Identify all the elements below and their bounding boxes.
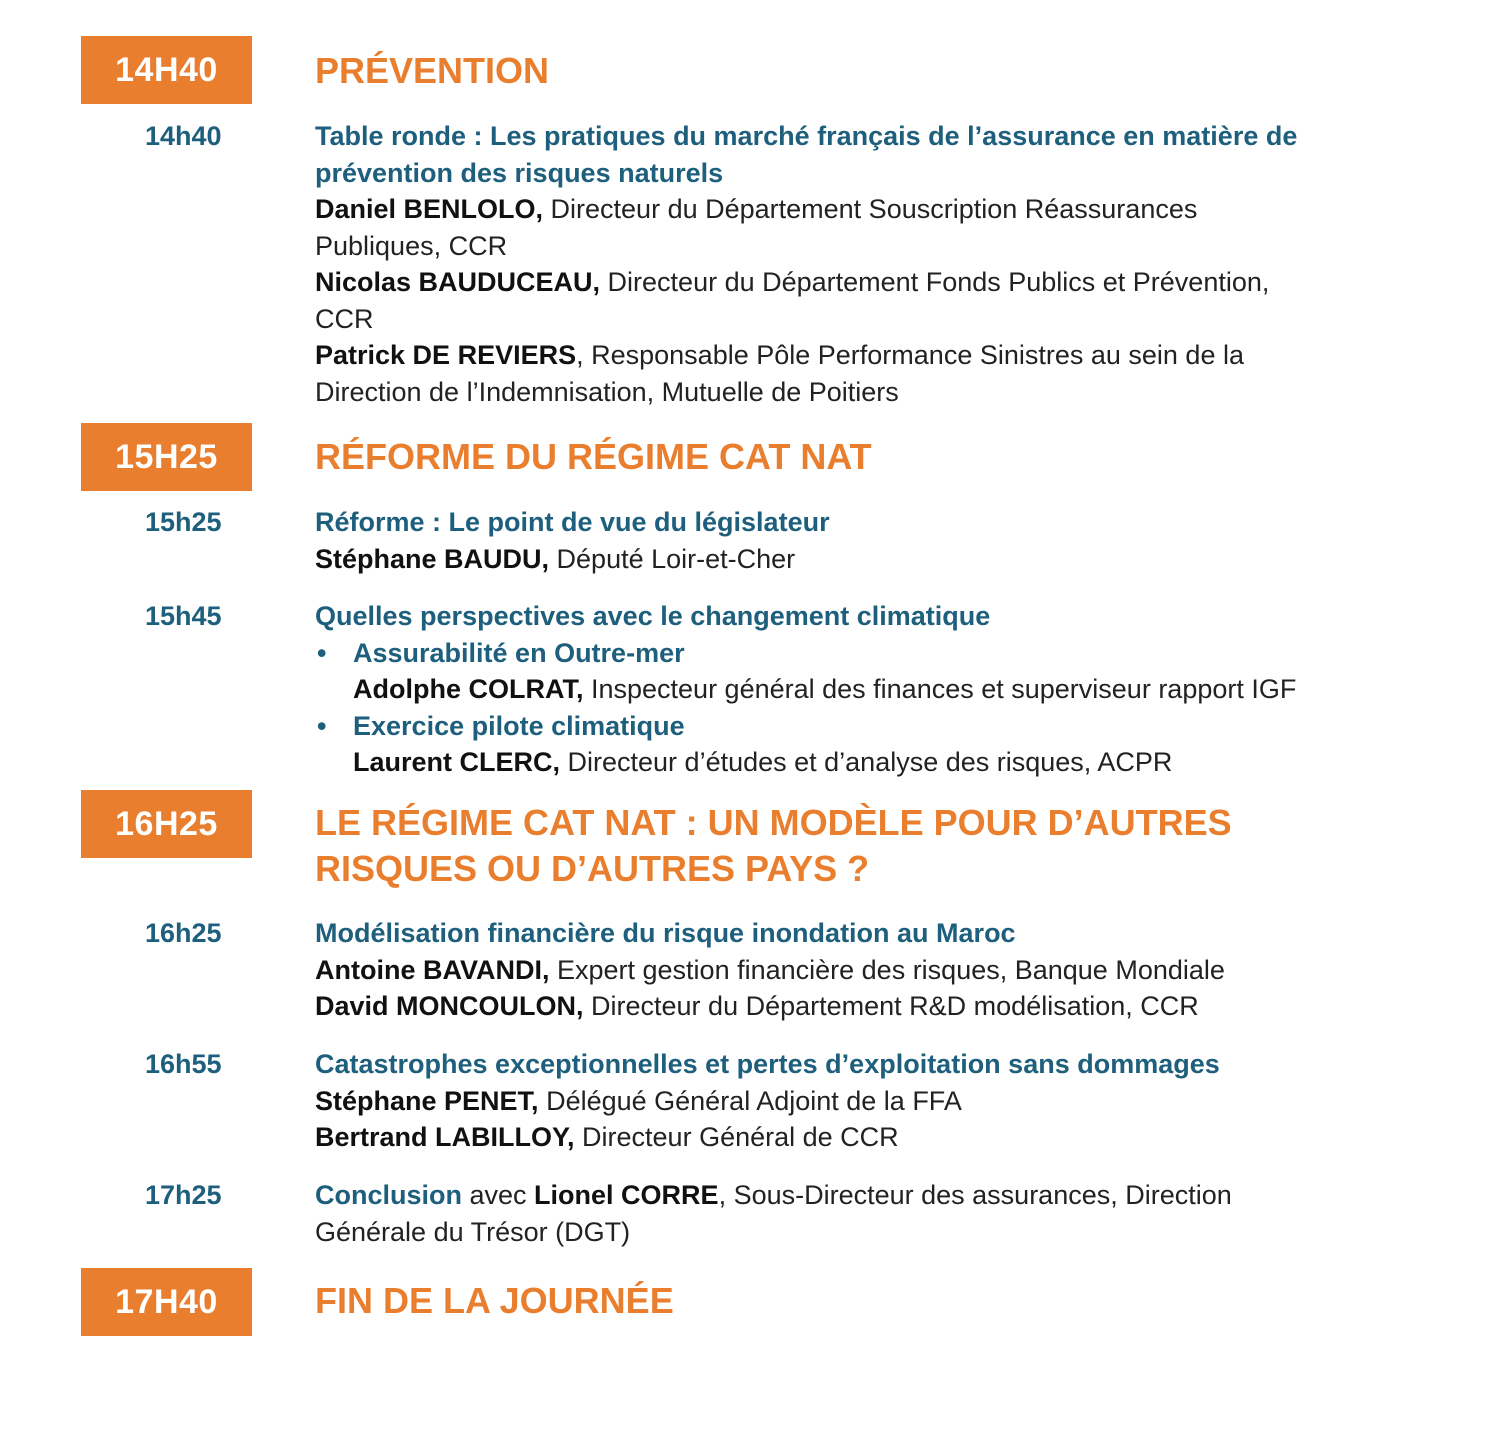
speaker-name: Stéphane BAUDU, — [315, 543, 550, 574]
speaker-name: David MONCOULON, — [315, 991, 584, 1021]
bullet-icon: • — [317, 710, 327, 741]
session-title: Réforme : Le point de vue du législateur — [315, 507, 830, 537]
bullet-item — [315, 635, 1435, 672]
session-title: Catastrophes exceptionnelles et pertes d’exploitation sans dommages — [315, 1049, 1220, 1079]
speaker-role: Directeur d’études et d’analyse des risques, ACPR — [560, 747, 1173, 777]
conclusion-label: Conclusion — [315, 1180, 462, 1210]
speaker-name: Daniel BENLOLO, — [315, 194, 544, 224]
speaker-line — [315, 541, 1435, 578]
session-perspectives-climat — [315, 598, 1435, 781]
session-modelisation-maroc — [315, 915, 1435, 1025]
section-title-fin: FIN DE LA JOURNÉE — [315, 1280, 674, 1321]
session-time: 17h25 — [145, 1180, 222, 1210]
speaker-role: Expert gestion financière des risques, Banque Mondiale — [549, 954, 1225, 985]
speaker-role: Directeur du Département R&D modélisation, CCR — [583, 991, 1199, 1021]
session-time: 15h25 — [145, 507, 222, 537]
session-reforme-legislateur — [315, 504, 1435, 577]
bullet-title: Exercice pilote climatique — [353, 710, 685, 741]
session-time: 16h25 — [145, 918, 222, 948]
speaker-role: Inspecteur général des finances et superviseur rapport IGF — [583, 674, 1297, 704]
session-conclusion — [315, 1177, 1435, 1250]
section-title-prevention: PRÉVENTION — [315, 50, 550, 91]
session-title: Modélisation financière du risque inondation au Maroc — [315, 918, 1016, 948]
bullet-title: Assurabilité en Outre-mer — [353, 637, 685, 668]
time-badge-1625: 16H25 — [81, 790, 252, 858]
speaker-role: Délégué Général Adjoint de la FFA — [538, 1085, 962, 1116]
session-title: Quelles perspectives avec le changement climatique — [315, 601, 991, 631]
time-badge-1740: 17H40 — [81, 1268, 252, 1336]
session-title-line: prévention des risques naturels — [315, 157, 724, 188]
session-time: 16h55 — [145, 1049, 222, 1079]
speaker-name: Lionel CORRE — [534, 1180, 719, 1210]
session-table-ronde — [315, 118, 1435, 410]
speaker-name: Patrick DE REVIERS — [315, 340, 577, 370]
speaker-line — [315, 744, 1435, 781]
speaker-role: , Sous-Directeur des assurances, Direction — [718, 1180, 1232, 1210]
session-time: 14h40 — [145, 121, 222, 151]
speaker-name: Laurent CLERC, — [353, 747, 561, 777]
speaker-role: Directeur du Département Fonds Publics et Prévention, — [600, 267, 1270, 297]
speaker-role-cont: Publiques, CCR — [315, 230, 508, 261]
time-badge-1525: 15H25 — [81, 423, 252, 491]
speaker-line — [315, 952, 1435, 989]
time-badge-1440: 14H40 — [81, 36, 252, 104]
speaker-line — [315, 1083, 1435, 1120]
speaker-name: Adolphe COLRAT, — [353, 674, 584, 704]
section-title-reforme: RÉFORME DU RÉGIME CAT NAT — [315, 436, 872, 477]
section-title-line: LE RÉGIME CAT NAT : UN MODÈLE POUR D’AUTRES — [315, 802, 1232, 843]
speaker-role: Directeur du Département Souscription Réassurances — [543, 194, 1198, 224]
bullet-item — [315, 708, 1435, 745]
speaker-role-cont: Direction de l’Indemnisation, Mutuelle de Poitiers — [315, 376, 899, 407]
conclusion-line — [315, 1177, 1435, 1214]
speaker-line — [315, 191, 1435, 228]
session-time: 15h45 — [145, 601, 222, 631]
speaker-line — [315, 337, 1435, 374]
speaker-line — [315, 1119, 1435, 1156]
speaker-role: , Responsable Pôle Performance Sinistres au sein de la — [576, 340, 1244, 370]
speaker-line — [315, 264, 1435, 301]
speaker-role-cont: CCR — [315, 303, 374, 334]
speaker-name: Nicolas BAUDUCEAU, — [315, 267, 601, 297]
speaker-line — [315, 671, 1435, 708]
session-catastrophes — [315, 1046, 1435, 1156]
speaker-role: Député Loir-et-Cher — [549, 543, 796, 574]
speaker-name: Bertrand LABILLOY, — [315, 1122, 575, 1152]
speaker-name: Stéphane PENET, — [315, 1085, 539, 1116]
bullet-icon: • — [317, 637, 327, 668]
section-title-modele — [315, 800, 1435, 892]
session-title-line: Table ronde : Les pratiques du marché français de l’assurance en matière de — [315, 121, 1298, 151]
speaker-role-cont: Générale du Trésor (DGT) — [315, 1216, 631, 1247]
section-title-line: RISQUES OU D’AUTRES PAYS ? — [315, 848, 870, 889]
conclusion-with: avec — [462, 1180, 535, 1210]
speaker-role: Directeur Général de CCR — [574, 1122, 899, 1152]
speaker-name: Antoine BAVANDI, — [315, 954, 550, 985]
speaker-line — [315, 988, 1435, 1025]
